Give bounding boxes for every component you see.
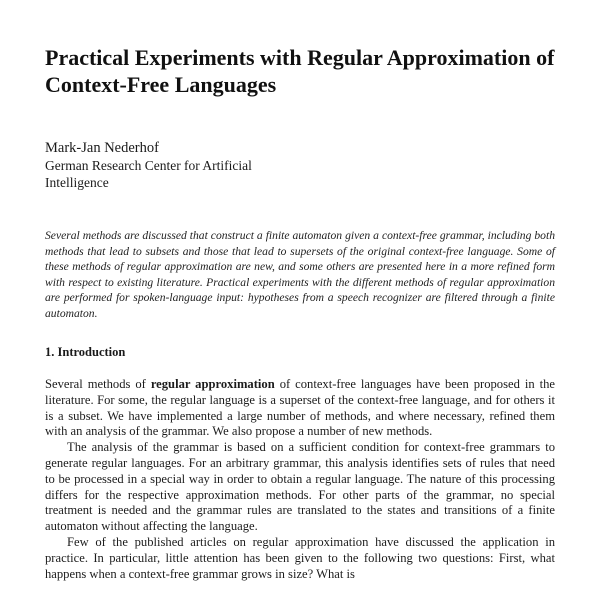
author-affiliation: German Research Center for Artificial Intelligence	[45, 158, 252, 190]
author-block	[45, 140, 365, 191]
paragraph-3: Few of the published articles on regular approximation have discussed the application in practice. In particular, little attention has been given to the following two questions: First, what happens when a context-free grammar grows in size? What is	[45, 534, 555, 581]
paragraph-2: The analysis of the grammar is based on a sufficient condition for context-free grammars to generate regular languages. For an arbitrary grammar, this analysis identifies sets of rules that need to be processed in a special way in order to obtain a regular language. The nature of this processing differs for the respective approximation methods. For other parts of the grammar, no special treatment is needed and the grammar rules are translated to the states and transitions of a finite automaton without affecting the language.	[45, 440, 555, 534]
paragraph-1-after: of context-free languages have been proposed in the literature. For some, the regular language is a superset of the context-free language, and for others it is a subset. We have implemented a large number of methods, and where necessary, refined them with an analysis of the grammar. We also propose a number of new methods.	[45, 377, 555, 439]
author-name: Mark-Jan Nederhof	[45, 140, 159, 156]
paper-title: Practical Experiments with Regular Approximation of Context-Free Languages	[45, 45, 555, 97]
body-text	[45, 377, 555, 582]
abstract: Several methods are discussed that construct a finite automaton given a context-free grammar, including both methods that lead to subsets and those that lead to supersets of the original context-free language. Some of these methods of regular approximation are new, and some others are presented here in a more refined form with respect to existing literature. Practical experiments with the different methods of regular approximation are performed for spoken-language input: hypotheses from a speech recognizer are filtered through a finite automaton.	[45, 229, 555, 320]
paragraph-1-bold-term: regular approximation	[150, 377, 275, 391]
paragraph-1-before: Several methods of	[45, 377, 151, 391]
section-heading-introduction: 1. Introduction	[45, 345, 126, 359]
paragraph-1	[45, 377, 555, 440]
